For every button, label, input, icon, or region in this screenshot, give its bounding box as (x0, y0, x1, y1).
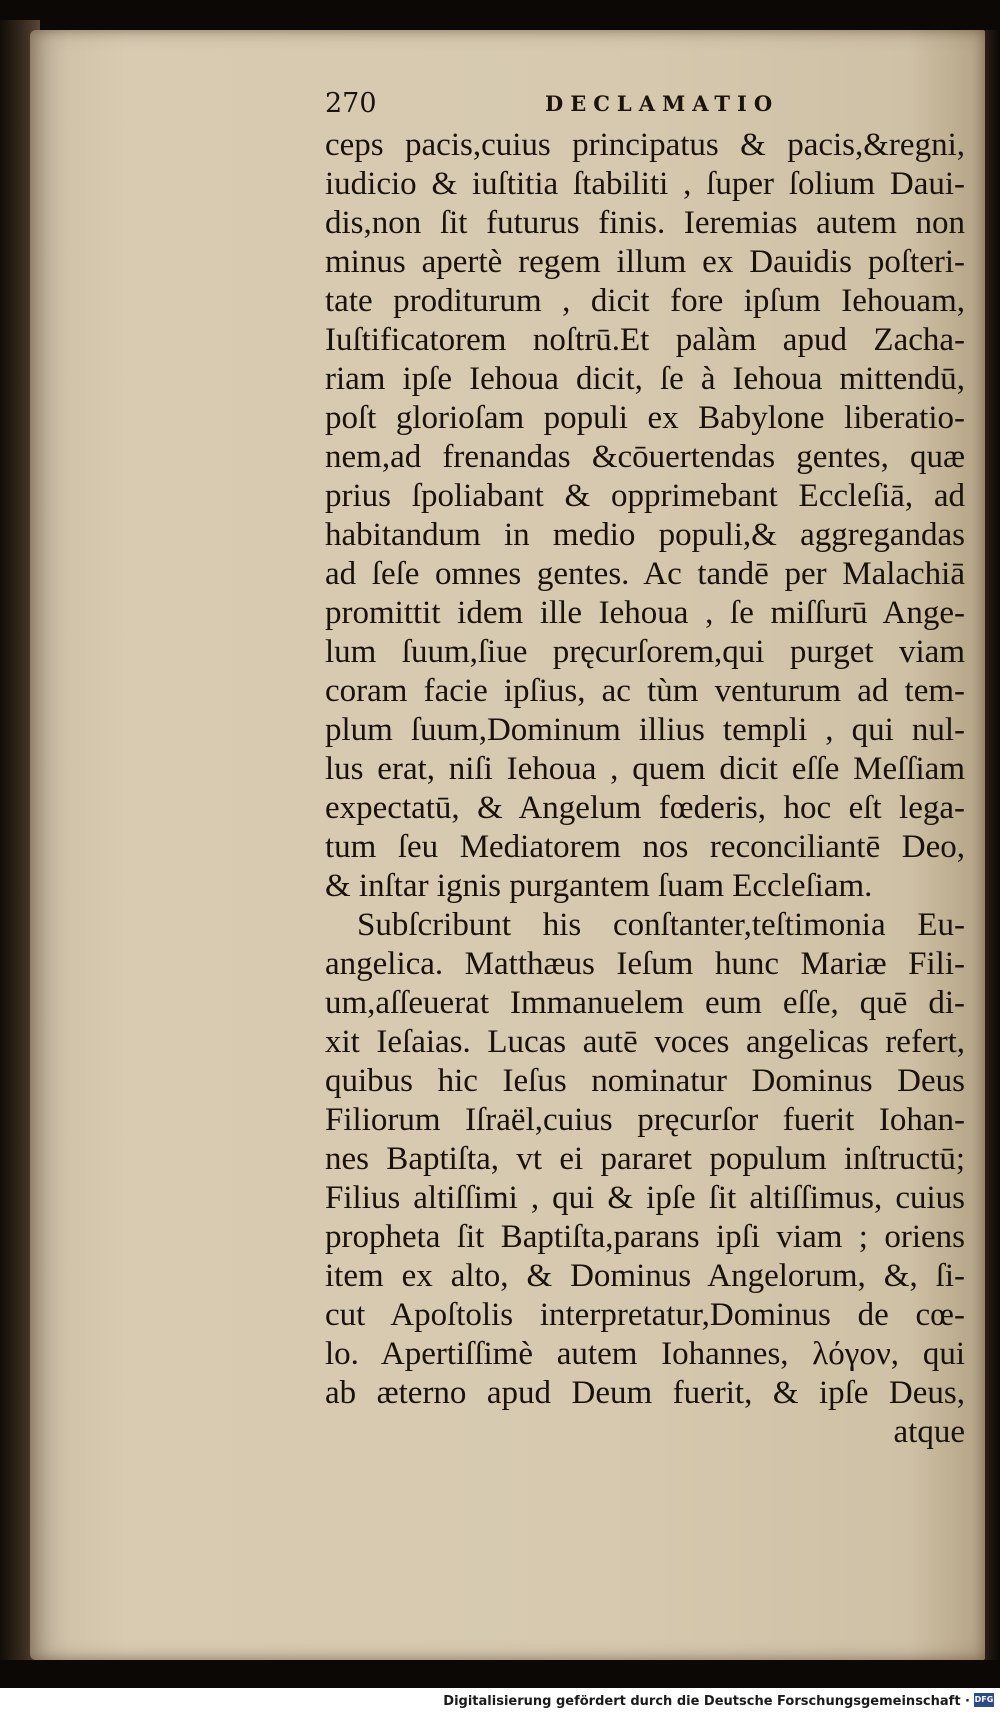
text-line: poſt glorioſam populi ex Babylone liberatio- (325, 400, 965, 436)
running-head: DECLAMATIO (545, 91, 780, 116)
text-line: prius ſpoliabant & opprimebant Eccleſiā, ad (325, 478, 965, 514)
page-edge (985, 30, 1000, 1660)
text-line: promittit idem ille Iehoua , ſe miſſurū Ange- (325, 595, 965, 631)
text-line: lum ſuum,ſiue pręcurſorem,qui purget viam (325, 634, 965, 670)
text-line: Iuſtificatorem noſtrū.Et palàm apud Zacha- (325, 322, 965, 358)
body-text (325, 126, 965, 1452)
digitization-footer (0, 1688, 1000, 1718)
text-line: plum ſuum,Dominum illius templi , qui nul- (325, 712, 965, 748)
text-line: item ex alto, & Dominus Angelorum, &, ſi- (325, 1258, 965, 1294)
catchword: atque (893, 1414, 965, 1450)
text-line: um,aſſeuerat Immanuelem eum eſſe, quē di- (325, 985, 965, 1021)
text-line: tate proditurum , dicit fore ipſum Iehouam, (325, 283, 965, 319)
text-line: lo. Apertiſſimè autem Iohannes, λόγον, qui (325, 1336, 965, 1372)
text-line: nes Baptiſta, vt ei pararet populum inſtructū; (325, 1141, 965, 1177)
funding-credit: Digitalisierung gefördert durch die Deutsche Forschungsgemeinschaft · (443, 1694, 970, 1709)
text-line: habitandum in medio populi,& aggregandas (325, 517, 965, 553)
text-line: propheta ſit Baptiſta,parans ipſi viam ; oriens (325, 1219, 965, 1255)
text-line: Subſcribunt his conſtanter,teſtimonia Eu- (357, 907, 965, 943)
page-header (325, 88, 805, 128)
text-line: minus apertè regem illum ex Dauidis poſteri- (325, 244, 965, 280)
text-line: cut Apoſtolis interpretatur,Dominus de cœ- (325, 1297, 965, 1333)
text-line: ad ſeſe omnes gentes. Ac tandē per Malachiā (325, 556, 965, 592)
text-line: expectatū, & Angelum fœderis, hoc eſt lega- (325, 790, 965, 826)
text-line: riam ipſe Iehoua dicit, ſe à Iehoua mittendū, (325, 361, 965, 397)
text-line: dis,non ſit futurus finis. Ieremias autem non (325, 205, 965, 241)
text-line: nem,ad frenandas &cōuertendas gentes, quæ (325, 439, 965, 475)
text-line: ab æterno apud Deum fuerit, & ipſe Deus, (325, 1375, 965, 1411)
text-line: Filius altiſſimi , qui & ipſe ſit altiſſimus, cuius (325, 1180, 965, 1216)
text-line: lus erat, niſi Iehoua , quem dicit eſſe Meſſiam (325, 751, 965, 787)
text-line: iudicio & iuſtitia ſtabiliti , ſuper ſolium Daui- (325, 166, 965, 202)
text-line: xit Ieſaias. Lucas autē voces angelicas refert, (325, 1024, 965, 1060)
text-line: Filiorum Iſraël,cuius pręcurſor fuerit Iohan- (325, 1102, 965, 1138)
text-line: quibus hic Ieſus nominatur Dominus Deus (325, 1063, 965, 1099)
text-line: & inſtar ignis purgantem ſuam Eccleſiam. (325, 868, 873, 904)
page-number: 270 (325, 88, 377, 119)
text-line: tum ſeu Mediatorem nos reconciliantē Deo, (325, 829, 965, 865)
text-line: ceps pacis,cuius principatus & pacis,&regni, (325, 127, 965, 163)
text-line: angelica. Matthæus Ieſum hunc Mariæ Fili- (325, 946, 965, 982)
text-line: coram facie ipſius, ac tùm venturum ad tem- (325, 673, 965, 709)
dfg-logo: DFG (974, 1693, 994, 1707)
